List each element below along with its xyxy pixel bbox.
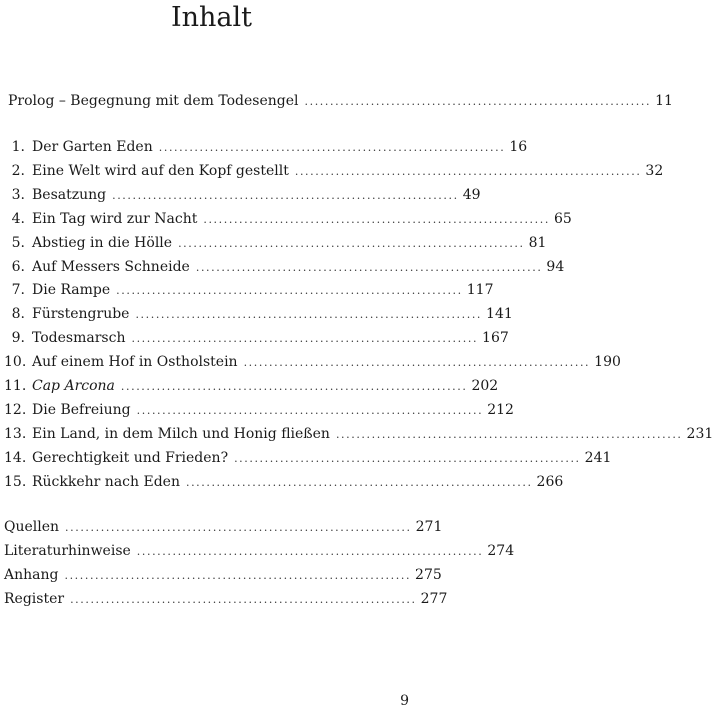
leader-dots: ....................................................................: [135, 308, 483, 322]
toc-entry-title: Todesmarsch: [32, 330, 126, 347]
toc-chapter-number: 2.: [11, 162, 25, 179]
leader-dots: ....................................................................: [203, 212, 550, 226]
toc-entry-title: Eine Welt wird auf den Kopf gestellt: [32, 162, 289, 179]
toc-entry-title: Auf einem Hof in Ostholstein: [32, 354, 238, 371]
toc-entry-page: 11: [655, 93, 673, 109]
toc-entry-page: 32: [645, 162, 664, 179]
toc-entry-chapter: [4, 377, 499, 396]
toc-chapter-number: 14.: [4, 449, 27, 466]
toc-entry-title: Quellen: [4, 519, 60, 535]
toc-chapter-number: 8.: [11, 306, 25, 323]
leader-dots: ....................................................................: [131, 332, 479, 346]
toc-chapter-number: 9.: [11, 330, 25, 347]
toc-chapter-number: 10.: [4, 354, 27, 371]
toc-entry-title: Die Befreiung: [32, 401, 131, 418]
toc-entry-chapter: [4, 210, 572, 229]
toc-entry-title: Ein Tag wird zur Nacht: [32, 210, 198, 227]
toc-entry-title: Register: [4, 591, 65, 607]
toc-chapter-number: 13.: [4, 425, 27, 442]
toc-entry-title: Fürstengrube: [32, 306, 130, 323]
toc-entry-chapter: [4, 258, 565, 277]
toc-entry-title: Rückkehr nach Eden: [32, 473, 180, 490]
toc-chapter-number: 3.: [11, 186, 25, 203]
toc-entry-back-matter: [4, 542, 515, 561]
toc-entry-title: Abstieg in die Hölle: [32, 234, 173, 251]
toc-entry-page: 16: [509, 139, 528, 155]
toc-entry-back-matter: [4, 518, 443, 537]
leader-dots: ....................................................................: [112, 188, 459, 202]
toc-chapter-number: 1.: [11, 139, 25, 155]
toc-entry-page: 212: [487, 401, 514, 418]
toc-entry-page: 94: [546, 258, 565, 275]
page-title: Inhalt: [170, 2, 253, 33]
toc-chapter-number: 7.: [11, 282, 25, 299]
toc-entry-page: 141: [486, 306, 513, 323]
leader-dots: ....................................................................: [304, 95, 652, 108]
toc-entry-chapter: [4, 353, 621, 372]
toc-entry-chapter: [4, 305, 513, 324]
toc-chapter-number: 6.: [11, 258, 25, 275]
toc-chapter-number: 11.: [4, 378, 27, 394]
toc-entry-page: 277: [420, 591, 448, 607]
toc-entry-chapter: [4, 138, 528, 157]
toc-entry-chapter: [4, 234, 547, 253]
leader-dots: ....................................................................: [158, 141, 506, 154]
leader-dots: ....................................................................: [136, 545, 484, 558]
toc-entry-title: Ein Land, in dem Milch und Honig fließen: [32, 425, 330, 442]
leader-dots: ....................................................................: [335, 427, 683, 441]
toc-entry-page: 202: [471, 378, 499, 394]
toc-entry-title: Prolog – Begegnung mit dem Todesengel: [8, 93, 299, 109]
toc-entry-page: 49: [462, 186, 481, 203]
toc-entry-title: Die Rampe: [32, 282, 111, 299]
toc-entry-chapter: [4, 186, 481, 205]
toc-entry-page: 231: [686, 425, 713, 442]
toc-entry-chapter: [4, 401, 514, 420]
toc-entry-chapter: [4, 473, 564, 492]
leader-dots: ....................................................................: [243, 356, 591, 370]
toc-entry-page: 65: [553, 210, 572, 227]
toc-entry-chapter: [4, 425, 713, 444]
leader-dots: ....................................................................: [136, 403, 484, 417]
leader-dots: ....................................................................: [294, 164, 642, 178]
leader-dots: ....................................................................: [234, 451, 581, 465]
toc-entry-back-matter: [4, 566, 442, 585]
toc-chapter-number: 12.: [4, 401, 27, 418]
toc-entry-page: 271: [415, 519, 443, 535]
toc-entry-chapter: [4, 449, 612, 468]
page-number: 9: [400, 693, 409, 709]
leader-dots: ....................................................................: [65, 521, 412, 534]
leader-dots: ....................................................................: [178, 236, 525, 250]
toc-entry-page: 167: [482, 330, 509, 347]
toc-entry-title: Literaturhinweise: [4, 543, 131, 559]
leader-dots: ....................................................................: [120, 380, 468, 393]
toc-entry-page: 117: [466, 282, 494, 299]
toc-chapter-number: 4.: [11, 210, 25, 227]
leader-dots: ....................................................................: [70, 593, 417, 606]
toc-entry-title: Gerechtigkeit und Frieden?: [32, 449, 229, 466]
toc-chapter-number: 15.: [4, 473, 27, 490]
toc-entry-title: Der Garten Eden: [32, 139, 153, 155]
leader-dots: ....................................................................: [116, 284, 463, 298]
toc-entry-page: 266: [536, 473, 564, 490]
toc-entry-page: 241: [584, 449, 612, 466]
toc-chapter-number: 5.: [11, 234, 25, 251]
toc-entry-title: Cap Arcona: [32, 378, 115, 394]
leader-dots: ....................................................................: [185, 475, 533, 489]
toc-entry-title: Anhang: [4, 567, 59, 583]
toc-entry-chapter: [4, 281, 494, 300]
toc-entry-back-matter: [4, 590, 448, 609]
toc-entry-chapter: [4, 329, 509, 348]
toc-entry-title: Besatzung: [32, 186, 107, 203]
toc-entry-page: 275: [415, 567, 442, 583]
leader-dots: ....................................................................: [64, 569, 412, 582]
toc-entry-page: 274: [487, 543, 515, 559]
toc-entry-chapter: [4, 162, 664, 181]
toc-entry-prolog: [8, 92, 673, 111]
toc-entry-title: Auf Messers Schneide: [32, 258, 190, 275]
toc-entry-page: 190: [594, 354, 621, 371]
toc-entry-page: 81: [528, 234, 547, 251]
leader-dots: ....................................................................: [195, 260, 543, 274]
